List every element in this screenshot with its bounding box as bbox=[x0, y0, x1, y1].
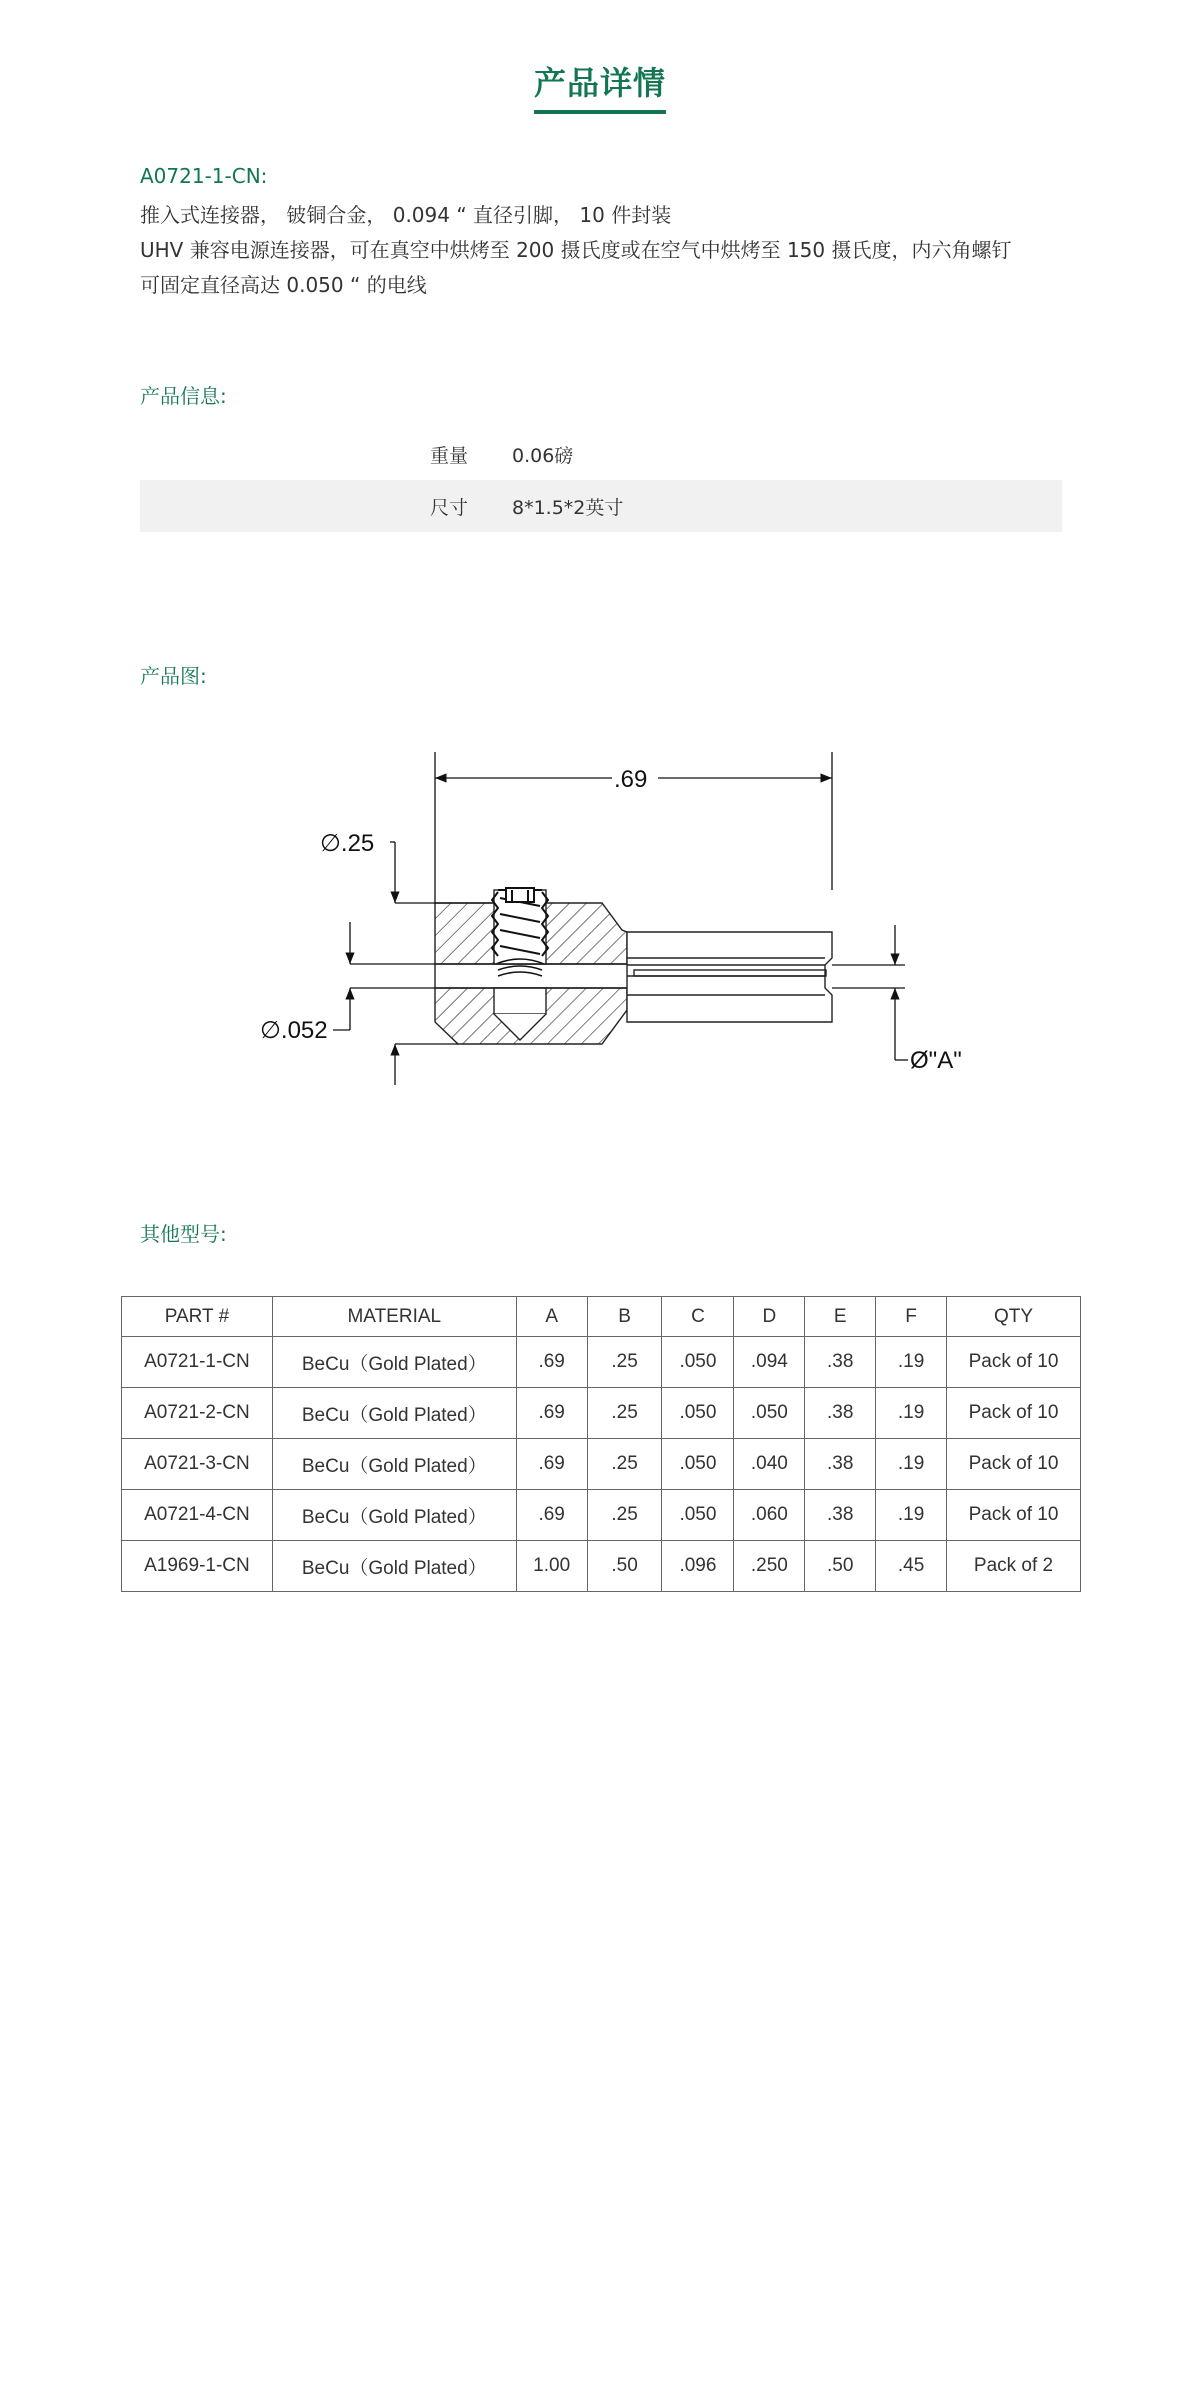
cell-b: .25 bbox=[587, 1337, 662, 1388]
description-line: UHV 兼容电源连接器，可在真空中烘烤至 200 摄氏度或在空气中烘烤至 150 摄氏度，内六角螺钉 bbox=[140, 238, 1012, 262]
cell-e: .38 bbox=[805, 1388, 876, 1439]
info-value: 8*1.5*2英寸 bbox=[512, 480, 1062, 532]
cell-a: .69 bbox=[516, 1337, 587, 1388]
cell-d: .050 bbox=[734, 1388, 805, 1439]
description-line: 推入式连接器， 铍铜合金， 0.094 “ 直径引脚， 10 件封装 bbox=[140, 203, 672, 227]
pin-dia-label: Ø"A" bbox=[910, 1047, 962, 1074]
cell-e: .50 bbox=[805, 1541, 876, 1592]
cell-qty: Pack of 2 bbox=[947, 1541, 1081, 1592]
cell-d: .040 bbox=[734, 1439, 805, 1490]
cell-material: BeCu（Gold Plated） bbox=[272, 1541, 516, 1592]
header-d: D bbox=[734, 1297, 805, 1337]
cell-b: .50 bbox=[587, 1541, 662, 1592]
cell-f: .19 bbox=[876, 1490, 947, 1541]
cell-part: A0721-4-CN bbox=[122, 1490, 273, 1541]
product-description bbox=[140, 198, 1070, 303]
info-row-weight bbox=[140, 428, 1062, 480]
cell-material: BeCu（Gold Plated） bbox=[272, 1388, 516, 1439]
header-b: B bbox=[587, 1297, 662, 1337]
table-row bbox=[122, 1490, 1081, 1541]
product-image-label: 产品图: bbox=[140, 664, 207, 688]
cell-f: .45 bbox=[876, 1541, 947, 1592]
wire-dia-label: ∅.052 bbox=[260, 1017, 328, 1044]
cell-qty: Pack of 10 bbox=[947, 1337, 1081, 1388]
cell-a: 1.00 bbox=[516, 1541, 587, 1592]
cell-material: BeCu（Gold Plated） bbox=[272, 1439, 516, 1490]
table-header-row bbox=[122, 1297, 1081, 1337]
cell-f: .19 bbox=[876, 1388, 947, 1439]
cell-e: .38 bbox=[805, 1490, 876, 1541]
header-c: C bbox=[662, 1297, 734, 1337]
table-row bbox=[122, 1337, 1081, 1388]
cell-a: .69 bbox=[516, 1490, 587, 1541]
connector-drawing bbox=[240, 740, 1000, 1100]
cell-c: .096 bbox=[662, 1541, 734, 1592]
cell-e: .38 bbox=[805, 1439, 876, 1490]
model-code: A0721-1-CN: bbox=[140, 164, 268, 188]
cell-part: A0721-2-CN bbox=[122, 1388, 273, 1439]
cell-c: .050 bbox=[662, 1439, 734, 1490]
cell-d: .250 bbox=[734, 1541, 805, 1592]
cell-b: .25 bbox=[587, 1439, 662, 1490]
header-f: F bbox=[876, 1297, 947, 1337]
connector-body bbox=[435, 888, 832, 1044]
cell-d: .094 bbox=[734, 1337, 805, 1388]
head-dia-label: ∅.25 bbox=[320, 830, 375, 857]
cell-part: A0721-3-CN bbox=[122, 1439, 273, 1490]
header-a: A bbox=[516, 1297, 587, 1337]
table-row bbox=[122, 1541, 1081, 1592]
table-row bbox=[122, 1388, 1081, 1439]
info-value: 0.06磅 bbox=[512, 444, 574, 467]
cell-material: BeCu（Gold Plated） bbox=[272, 1490, 516, 1541]
cell-qty: Pack of 10 bbox=[947, 1439, 1081, 1490]
cell-a: .69 bbox=[516, 1388, 587, 1439]
cell-qty: Pack of 10 bbox=[947, 1490, 1081, 1541]
other-models-table bbox=[121, 1296, 1081, 1592]
cell-a: .69 bbox=[516, 1439, 587, 1490]
cell-d: .060 bbox=[734, 1490, 805, 1541]
product-info-label: 产品信息: bbox=[140, 384, 227, 408]
table-row bbox=[122, 1439, 1081, 1490]
product-info-table bbox=[140, 428, 1062, 532]
cell-c: .050 bbox=[662, 1337, 734, 1388]
page-title: 产品详情 bbox=[534, 58, 666, 114]
cell-qty: Pack of 10 bbox=[947, 1388, 1081, 1439]
cell-part: A1969-1-CN bbox=[122, 1541, 273, 1592]
header-part: PART # bbox=[122, 1297, 273, 1337]
length-label: .69 bbox=[614, 766, 648, 793]
info-key: 尺寸 bbox=[140, 480, 512, 532]
cell-b: .25 bbox=[587, 1388, 662, 1439]
dimension-lines bbox=[333, 752, 908, 1085]
cell-f: .19 bbox=[876, 1439, 947, 1490]
pin bbox=[627, 932, 832, 1022]
wire-channel bbox=[494, 988, 546, 1014]
cell-f: .19 bbox=[876, 1337, 947, 1388]
header-qty: QTY bbox=[947, 1297, 1081, 1337]
description-line: 可固定直径高达 0.050 “ 的电线 bbox=[140, 273, 427, 297]
cell-material: BeCu（Gold Plated） bbox=[272, 1337, 516, 1388]
info-key: 重量 bbox=[430, 444, 469, 467]
cell-c: .050 bbox=[662, 1388, 734, 1439]
header-e: E bbox=[805, 1297, 876, 1337]
info-row-size bbox=[140, 480, 1062, 532]
cell-part: A0721-1-CN bbox=[122, 1337, 273, 1388]
cell-c: .050 bbox=[662, 1490, 734, 1541]
cell-b: .25 bbox=[587, 1490, 662, 1541]
page-title-wrap bbox=[0, 58, 1200, 114]
header-material: MATERIAL bbox=[272, 1297, 516, 1337]
cell-e: .38 bbox=[805, 1337, 876, 1388]
other-models-label: 其他型号: bbox=[140, 1222, 227, 1246]
